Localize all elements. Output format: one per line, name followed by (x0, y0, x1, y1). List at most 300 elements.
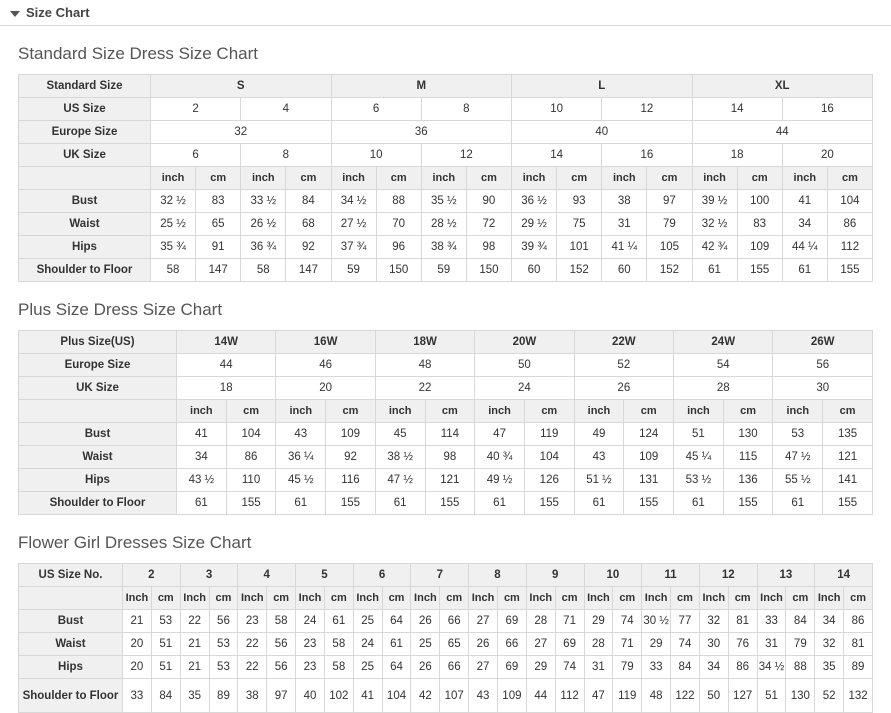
cell: 28 (674, 377, 773, 400)
cell: 88 (376, 190, 421, 213)
cell: 26 ½ (241, 213, 286, 236)
cell: 36 ¾ (241, 236, 286, 259)
cell: 102 (324, 679, 353, 713)
unit-cell: cm (723, 400, 773, 423)
unit-cell: Inch (699, 587, 728, 610)
row-label-hips: Hips (19, 236, 151, 259)
cell: 30 ½ (642, 610, 671, 633)
cell: 38 ½ (375, 446, 425, 469)
cell: 68 (286, 213, 331, 236)
cell: 51 (757, 679, 786, 713)
cell: 56 (267, 633, 296, 656)
unit-cell: inch (177, 400, 227, 423)
size-header-2: 2 (123, 564, 181, 587)
cell: 47 (475, 423, 525, 446)
cell: 130 (723, 423, 773, 446)
section-title-plus: Plus Size Dress Size Chart (18, 300, 223, 319)
cell: 12 (421, 144, 511, 167)
cell: 86 (226, 446, 276, 469)
cell: 49 ½ (475, 469, 525, 492)
cell: 24 (475, 377, 574, 400)
row-label-shoulder-to-floor: Shoulder to Floor (19, 679, 123, 713)
cell: 109 (497, 679, 526, 713)
unit-cell: inch (674, 400, 724, 423)
cell: 105 (647, 236, 692, 259)
table-row (19, 75, 873, 98)
cell: 150 (376, 259, 421, 282)
cell: 70 (376, 213, 421, 236)
unit-cell: cm (466, 167, 511, 190)
unit-cell: cm (440, 587, 469, 610)
cell: 59 (331, 259, 376, 282)
unit-cell: cm (647, 167, 692, 190)
table-row-units (19, 400, 873, 423)
unit-cell: Inch (469, 587, 498, 610)
unit-cell: cm (226, 400, 276, 423)
cell: 136 (723, 469, 773, 492)
unit-cell: cm (557, 167, 602, 190)
cell: 18 (177, 377, 276, 400)
cell: 51 (674, 423, 724, 446)
unit-cell: inch (475, 400, 525, 423)
standard-size-header: Standard Size (19, 75, 151, 98)
unit-cell: Inch (584, 587, 613, 610)
group-header-l: L (512, 75, 693, 98)
cell: 66 (440, 610, 469, 633)
cell: 25 (353, 656, 382, 679)
cell: 45 ¼ (674, 446, 724, 469)
cell: 23 (296, 656, 325, 679)
unit-cell: Inch (815, 587, 844, 610)
unit-cell: cm (823, 400, 873, 423)
cell: 26 (469, 633, 498, 656)
cell: 104 (827, 190, 872, 213)
size-header-9: 9 (526, 564, 584, 587)
cell: 27 ½ (331, 213, 376, 236)
cell: 39 ¾ (512, 236, 557, 259)
cell: 29 (584, 610, 613, 633)
section-title-flower-girl: Flower Girl Dresses Size Chart (18, 533, 252, 552)
cell: 77 (671, 610, 700, 633)
unit-cell: inch (602, 167, 647, 190)
unit-cell: Inch (353, 587, 382, 610)
cell: 40 (512, 121, 693, 144)
cell: 33 (757, 610, 786, 633)
cell: 31 (584, 656, 613, 679)
table-row (19, 656, 873, 679)
cell: 124 (624, 423, 674, 446)
table-row (19, 679, 873, 713)
cell: 28 (584, 633, 613, 656)
group-header-26w: 26W (773, 331, 873, 354)
unit-cell: inch (276, 400, 326, 423)
cell: 20 (782, 144, 872, 167)
cell: 74 (613, 610, 642, 633)
cell: 61 (773, 492, 823, 515)
cell: 2 (151, 98, 241, 121)
cell: 109 (737, 236, 782, 259)
cell: 18 (692, 144, 782, 167)
cell: 25 (353, 610, 382, 633)
cell: 121 (425, 469, 475, 492)
cell: 61 (382, 633, 411, 656)
cell: 56 (209, 610, 238, 633)
cell: 23 (238, 610, 267, 633)
cell: 31 (602, 213, 647, 236)
flower-girl-size-table (18, 563, 873, 713)
cell: 51 ½ (574, 469, 624, 492)
unit-cell: cm (326, 400, 376, 423)
cell: 114 (425, 423, 475, 446)
section-title-standard: Standard Size Dress Size Chart (18, 44, 258, 63)
cell: 112 (827, 236, 872, 259)
unit-row-label (19, 400, 177, 423)
unit-cell: cm (382, 587, 411, 610)
cell: 65 (440, 633, 469, 656)
unit-cell: inch (331, 167, 376, 190)
cell: 100 (737, 190, 782, 213)
cell: 135 (823, 423, 873, 446)
cell: 155 (524, 492, 574, 515)
cell: 33 (123, 679, 152, 713)
cell: 150 (466, 259, 511, 282)
table-row (19, 331, 873, 354)
cell: 4 (241, 98, 331, 121)
cell: 127 (728, 679, 757, 713)
cell: 109 (624, 446, 674, 469)
cell: 47 (584, 679, 613, 713)
cell: 130 (786, 679, 815, 713)
cell: 96 (376, 236, 421, 259)
cell: 40 ¾ (475, 446, 525, 469)
cell: 30 (773, 377, 873, 400)
cell: 34 ½ (331, 190, 376, 213)
cell: 6 (151, 144, 241, 167)
cell: 84 (151, 679, 180, 713)
cell: 104 (226, 423, 276, 446)
cell: 40 (296, 679, 325, 713)
unit-cell: Inch (238, 587, 267, 610)
cell: 88 (786, 656, 815, 679)
unit-cell: cm (425, 400, 475, 423)
cell: 131 (624, 469, 674, 492)
cell: 44 (692, 121, 873, 144)
cell: 22 (375, 377, 474, 400)
cell: 21 (180, 656, 209, 679)
cell: 81 (844, 633, 873, 656)
cell: 79 (647, 213, 692, 236)
group-header-s: S (151, 75, 332, 98)
row-label-waist: Waist (19, 633, 123, 656)
table-row (19, 190, 873, 213)
cell: 98 (466, 236, 511, 259)
cell: 152 (557, 259, 602, 282)
cell: 53 (151, 610, 180, 633)
cell: 38 (602, 190, 647, 213)
cell: 32 ½ (692, 213, 737, 236)
cell: 32 (815, 633, 844, 656)
cell: 155 (723, 492, 773, 515)
table-row-units (19, 167, 873, 190)
cell: 53 (209, 633, 238, 656)
cell: 24 (353, 633, 382, 656)
cell: 122 (671, 679, 700, 713)
cell: 61 (692, 259, 737, 282)
cell: 47 ½ (773, 446, 823, 469)
cell: 97 (647, 190, 692, 213)
cell: 84 (786, 610, 815, 633)
unit-cell: inch (151, 167, 196, 190)
cell: 84 (286, 190, 331, 213)
cell: 69 (497, 610, 526, 633)
cell: 59 (421, 259, 466, 282)
cell: 61 (276, 492, 326, 515)
group-header-16w: 16W (276, 331, 375, 354)
cell: 42 ¾ (692, 236, 737, 259)
unit-cell: inch (692, 167, 737, 190)
unit-cell: inch (773, 400, 823, 423)
cell: 44 (177, 354, 276, 377)
unit-cell: cm (286, 167, 331, 190)
table-row (19, 144, 873, 167)
row-label-bust: Bust (19, 423, 177, 446)
cell: 58 (241, 259, 286, 282)
cell: 23 (296, 633, 325, 656)
group-header-m: M (331, 75, 512, 98)
cell: 93 (557, 190, 602, 213)
cell: 50 (699, 679, 728, 713)
table-row-units (19, 587, 873, 610)
cell: 71 (555, 610, 584, 633)
cell: 24 (296, 610, 325, 633)
row-label-bust: Bust (19, 610, 123, 633)
cell: 66 (440, 656, 469, 679)
cell: 43 ½ (177, 469, 227, 492)
cell: 61 (177, 492, 227, 515)
cell: 69 (555, 633, 584, 656)
unit-cell: cm (844, 587, 873, 610)
cell: 86 (827, 213, 872, 236)
size-header-6: 6 (353, 564, 411, 587)
unit-cell: cm (624, 400, 674, 423)
cell: 155 (823, 492, 873, 515)
cell: 39 ½ (692, 190, 737, 213)
cell: 20 (276, 377, 375, 400)
caret-down-icon[interactable] (10, 11, 20, 17)
cell: 121 (823, 446, 873, 469)
cell: 116 (326, 469, 376, 492)
cell: 119 (524, 423, 574, 446)
cell: 35 ½ (421, 190, 466, 213)
cell: 72 (466, 213, 511, 236)
cell: 45 (375, 423, 425, 446)
cell: 89 (844, 656, 873, 679)
cell: 60 (602, 259, 647, 282)
cell: 64 (382, 656, 411, 679)
cell: 30 (699, 633, 728, 656)
size-header-11: 11 (642, 564, 700, 587)
cell: 20 (123, 633, 152, 656)
cell: 53 (209, 656, 238, 679)
unit-cell: Inch (296, 587, 325, 610)
cell: 52 (574, 354, 673, 377)
unit-cell: inch (375, 400, 425, 423)
size-header-3: 3 (180, 564, 238, 587)
unit-cell: Inch (642, 587, 671, 610)
unit-row-label (19, 167, 151, 190)
cell: 61 (475, 492, 525, 515)
cell: 31 (757, 633, 786, 656)
size-header-5: 5 (296, 564, 354, 587)
cell: 36 (331, 121, 512, 144)
cell: 12 (602, 98, 692, 121)
cell: 71 (613, 633, 642, 656)
cell: 48 (375, 354, 474, 377)
cell: 92 (286, 236, 331, 259)
table-row (19, 121, 873, 144)
cell: 89 (209, 679, 238, 713)
group-header-24w: 24W (674, 331, 773, 354)
unit-row-label (19, 587, 123, 610)
cell: 98 (425, 446, 475, 469)
page-header (0, 0, 891, 26)
cell: 74 (555, 656, 584, 679)
unit-cell: inch (421, 167, 466, 190)
cell: 147 (196, 259, 241, 282)
unit-cell: cm (376, 167, 421, 190)
cell: 38 (238, 679, 267, 713)
unit-cell: cm (267, 587, 296, 610)
cell: 25 ½ (151, 213, 196, 236)
cell: 101 (557, 236, 602, 259)
cell: 41 ¼ (602, 236, 647, 259)
cell: 44 (526, 679, 555, 713)
cell: 110 (226, 469, 276, 492)
cell: 29 (526, 656, 555, 679)
size-header-8: 8 (469, 564, 527, 587)
unit-cell: cm (524, 400, 574, 423)
row-label-bust: Bust (19, 190, 151, 213)
cell: 132 (844, 679, 873, 713)
unit-cell: cm (671, 587, 700, 610)
cell: 38 ¾ (421, 236, 466, 259)
cell: 8 (241, 144, 331, 167)
unit-cell: cm (209, 587, 238, 610)
cell: 36 ½ (512, 190, 557, 213)
cell: 92 (326, 446, 376, 469)
row-label-hips: Hips (19, 469, 177, 492)
cell: 152 (647, 259, 692, 282)
cell: 50 (475, 354, 574, 377)
cell: 155 (827, 259, 872, 282)
unit-cell: cm (324, 587, 353, 610)
unit-cell: cm (737, 167, 782, 190)
cell: 28 (526, 610, 555, 633)
cell: 36 ¼ (276, 446, 326, 469)
cell: 141 (823, 469, 873, 492)
table-row (19, 259, 873, 282)
row-label-shoulder-to-floor: Shoulder to Floor (19, 259, 151, 282)
unit-cell: Inch (757, 587, 786, 610)
size-header-10: 10 (584, 564, 642, 587)
table-row (19, 469, 873, 492)
cell: 61 (324, 610, 353, 633)
cell: 53 (773, 423, 823, 446)
cell: 53 ½ (674, 469, 724, 492)
row-label-europe-size: Europe Size (19, 121, 151, 144)
cell: 109 (326, 423, 376, 446)
cell: 147 (286, 259, 331, 282)
cell: 155 (624, 492, 674, 515)
cell: 58 (267, 610, 296, 633)
cell: 26 (574, 377, 673, 400)
cell: 45 ½ (276, 469, 326, 492)
table-row (19, 564, 873, 587)
cell: 69 (497, 656, 526, 679)
unit-cell: inch (574, 400, 624, 423)
unit-cell: inch (241, 167, 286, 190)
cell: 66 (497, 633, 526, 656)
plus-size-table (18, 330, 873, 515)
table-row (19, 98, 873, 121)
cell: 60 (512, 259, 557, 282)
cell: 14 (692, 98, 782, 121)
cell: 104 (382, 679, 411, 713)
cell: 34 (782, 213, 827, 236)
cell: 51 (151, 633, 180, 656)
cell: 46 (276, 354, 375, 377)
unit-cell: cm (497, 587, 526, 610)
cell: 43 (574, 446, 624, 469)
cell: 44 ¼ (782, 236, 827, 259)
row-label-shoulder-to-floor: Shoulder to Floor (19, 492, 177, 515)
cell: 55 ½ (773, 469, 823, 492)
cell: 32 (699, 610, 728, 633)
cell: 54 (674, 354, 773, 377)
cell: 10 (512, 98, 602, 121)
cell: 79 (613, 656, 642, 679)
cell: 47 ½ (375, 469, 425, 492)
cell: 34 (699, 656, 728, 679)
group-header-14w: 14W (177, 331, 276, 354)
table-row (19, 446, 873, 469)
cell: 34 ½ (757, 656, 786, 679)
cell: 115 (723, 446, 773, 469)
cell: 8 (421, 98, 511, 121)
unit-cell: Inch (411, 587, 440, 610)
size-header-4: 4 (238, 564, 296, 587)
cell: 51 (151, 656, 180, 679)
cell: 155 (326, 492, 376, 515)
table-row (19, 610, 873, 633)
cell: 49 (574, 423, 624, 446)
cell: 22 (180, 610, 209, 633)
unit-cell: inch (782, 167, 827, 190)
cell: 107 (440, 679, 469, 713)
cell: 61 (375, 492, 425, 515)
cell: 34 (815, 610, 844, 633)
cell: 155 (737, 259, 782, 282)
cell: 27 (469, 656, 498, 679)
cell: 76 (728, 633, 757, 656)
group-header-18w: 18W (375, 331, 474, 354)
cell: 10 (331, 144, 421, 167)
cell: 155 (425, 492, 475, 515)
cell: 65 (196, 213, 241, 236)
cell: 58 (324, 633, 353, 656)
cell: 61 (574, 492, 624, 515)
page-title: Size Chart (26, 5, 90, 20)
